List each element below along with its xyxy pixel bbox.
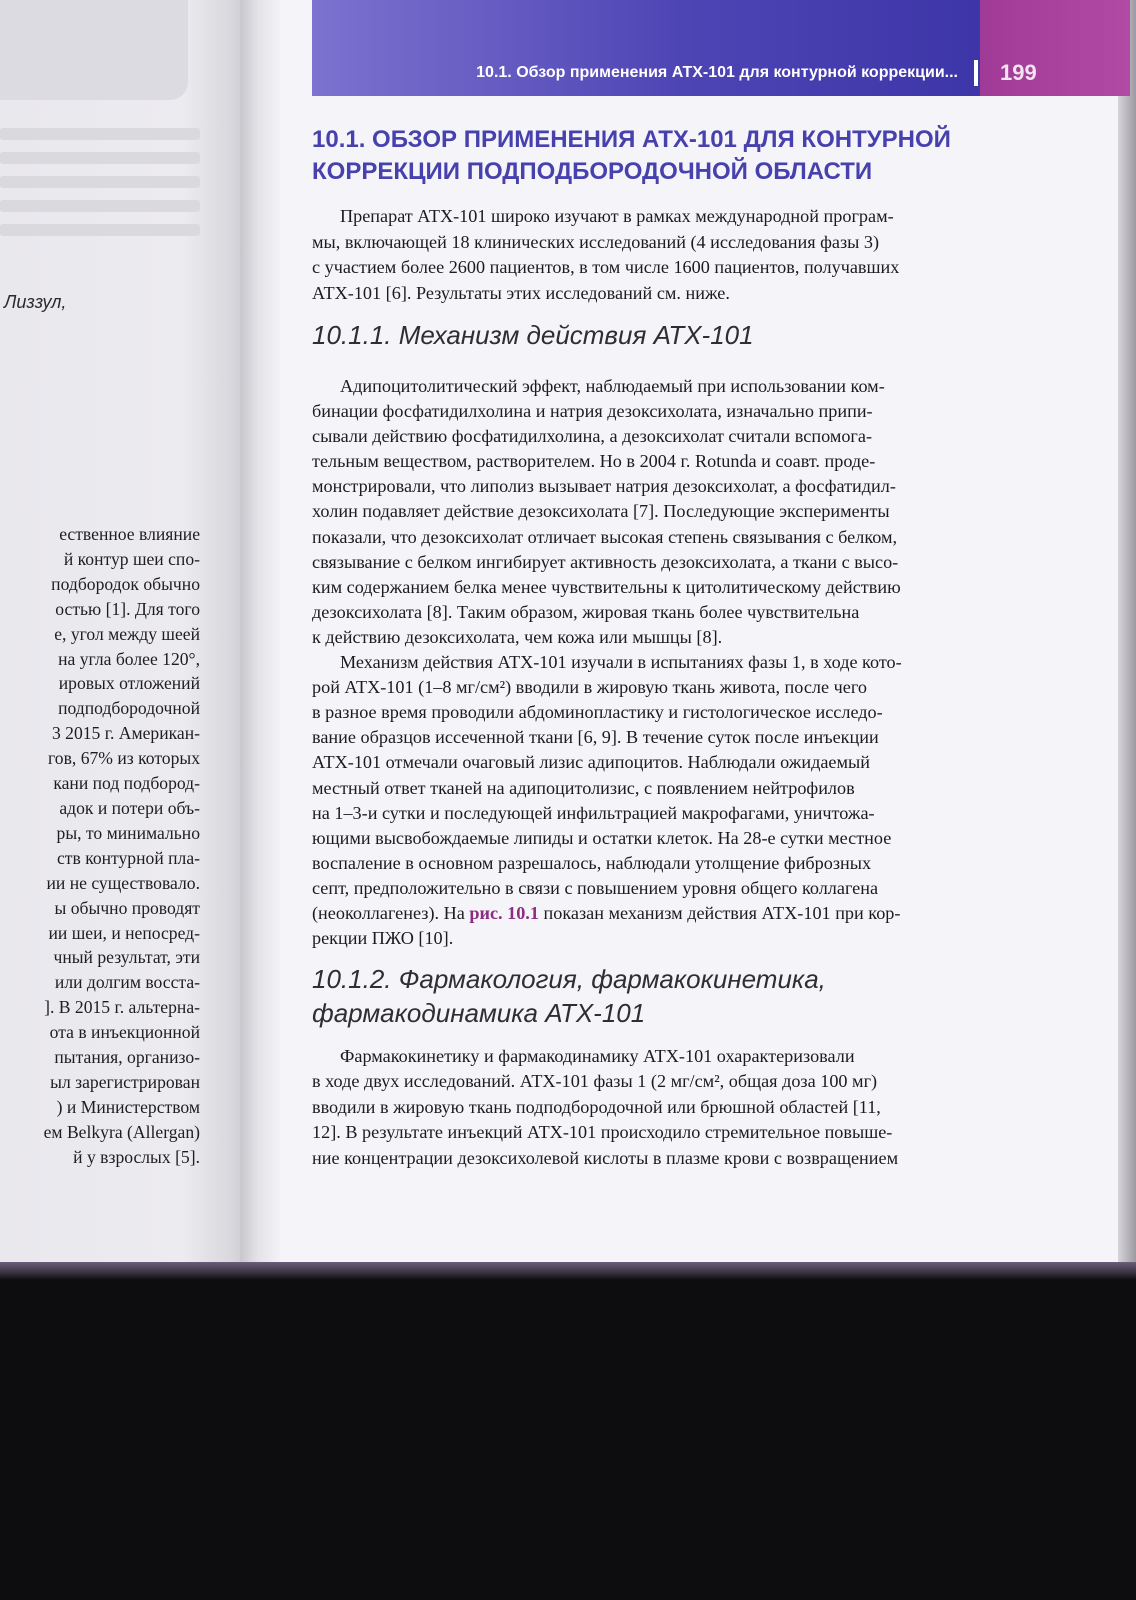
text-line: пытания, организо-	[54, 1047, 200, 1068]
running-header-title: 10.1. Обзор применения АТХ-101 для контурной коррекции...	[476, 64, 958, 81]
text-line: й у взрослых [5].	[73, 1146, 200, 1167]
text-line: 12]. В результате инъекций АТХ-101 происходило стремительное повыше-	[312, 1122, 893, 1143]
mechanism-text	[312, 374, 1034, 951]
text-line: подподбородочной	[58, 698, 200, 719]
text-line: на 1–3-и сутки и последующей инфильтрацией макрофагами, уничтожа-	[312, 802, 875, 823]
section-title-line: 10.1. ОБЗОР ПРИМЕНЕНИЯ АТХ-101 ДЛЯ КОНТУРНОЙ	[312, 126, 951, 153]
text-fragment: (неоколлагенез). На	[312, 902, 470, 923]
text-line: с участием более 2600 пациентов, в том числе 1600 пациентов, получавших	[312, 257, 900, 277]
text-line: адок и потери объ-	[59, 797, 200, 818]
text-line: вводили в жировую ткань подподбородочной или брюшной областей [11,	[312, 1096, 881, 1117]
text-line: ии не существовало.	[46, 872, 200, 893]
text-line: ющими высвобождаемые липиды и остатки клеток. На 28-е сутки местное	[312, 827, 892, 848]
text-line: ]. В 2015 г. альтерна-	[44, 997, 200, 1018]
text-line: в ходе двух исследований. АТХ-101 фазы 1 (2 мг/см², общая доза 100 мг)	[312, 1071, 878, 1092]
faded-text-line	[0, 128, 200, 140]
figure-reference-link[interactable]: рис. 10.1	[469, 902, 539, 923]
text-line: АТХ-101 [6]. Результаты этих исследований см. ниже.	[312, 282, 730, 303]
text-line: холин подавляет действие дезоксихолата [7]. Последующие эксперименты	[312, 501, 890, 522]
text-line: ким содержанием белка менее чувствительны к цитолитическому действию	[312, 576, 901, 597]
text-line: кани под подбород-	[53, 773, 200, 794]
text-line: АТХ-101 отмечали очаговый лизис адипоцитов. Наблюдали ожидаемый	[312, 752, 870, 773]
text-line: тельным веществом, растворителем. Но в 2004 г. Rotunda и соавт. проде-	[312, 451, 876, 472]
text-line: ние концентрации дезоксихолевой кислоты в плазме крови с возвращением	[312, 1147, 899, 1168]
text-line: ии шеи, и непосред-	[48, 922, 200, 943]
text-line: чный результат, эти	[53, 947, 200, 968]
text-line: ем Belkyra (Allergan)	[43, 1121, 200, 1142]
text-line: в разное время проводили абдоминопластику и гистологическое исследо-	[312, 702, 883, 723]
previous-page	[0, 0, 262, 1272]
page-number: 199	[1000, 60, 1037, 85]
faded-text-line	[0, 224, 200, 236]
text-line: Механизм действия АТХ-101 изучали в испытаниях фазы 1, в ходе кото-	[340, 652, 902, 673]
text-line: дезоксихолата [8]. Таким образом, жировая ткань более чувствительна	[312, 601, 860, 622]
text-line: мы, включающей 18 клинических исследований (4 исследования фазы 3)	[312, 231, 880, 252]
text-line: Препарат АТХ-101 широко изучают в рамках международной програм-	[340, 206, 894, 226]
text-line: септ, предположительно в связи с повышением уровня общего коллагена	[312, 877, 879, 898]
section-title	[312, 124, 1032, 188]
text-line: Адипоцитолитический эффект, наблюдаемый при использовании ком-	[340, 376, 885, 396]
text-line: подбородок обычно	[51, 573, 200, 594]
text-line: ота в инъекционной	[49, 1022, 200, 1043]
header-separator	[974, 60, 978, 86]
text-line: 3 2015 г. Американ-	[51, 723, 200, 744]
subsection-heading-pharmacology	[312, 962, 826, 1030]
text-line: местный ответ тканей на адипоцитолизис, с появлением нейтрофилов	[312, 777, 855, 798]
text-line: или долгим восста-	[54, 972, 200, 993]
text-line: ств контурной пла-	[56, 847, 200, 868]
text-line: ировых отложений	[58, 673, 200, 694]
faded-text-line	[0, 176, 200, 188]
text-line: й контур шеи спо-	[63, 548, 200, 569]
text-line-with-figure-ref	[312, 901, 1034, 926]
subsection-heading-line: фармакодинамика АТХ-101	[312, 998, 646, 1028]
faded-text-line	[0, 152, 200, 164]
text-line: ыл зарегистрирован	[50, 1071, 200, 1092]
running-header-bar	[312, 0, 980, 96]
faded-text-line	[0, 200, 200, 212]
book-gutter	[240, 0, 280, 1272]
text-line: е, угол между шеей	[54, 623, 200, 644]
subsection-heading-line: 10.1.2. Фармакология, фармакокинетика,	[312, 964, 826, 994]
text-line: к действию дезоксихолата, чем кожа или мышцы [8].	[312, 626, 723, 647]
text-line: ественное влияние	[59, 524, 200, 544]
author-name: Лиззул,	[4, 292, 67, 312]
book-bottom-edge	[0, 1262, 1136, 1280]
text-fragment: показан механизм действия АТХ-101 при кор-	[538, 902, 901, 923]
text-line: показали, что дезоксихолат отличает высокая степень связывания с белком,	[312, 526, 898, 547]
subsection-heading-mechanism: 10.1.1. Механизм действия АТХ-101	[312, 320, 754, 350]
text-line: монстрировали, что липолиз вызывает натрия дезоксихолат, а фосфатидил-	[312, 476, 896, 497]
text-line: ры, то минимально	[56, 822, 200, 843]
text-line: сывали действию фосфатидилхолина, а дезоксихолат считали вспомога-	[312, 426, 873, 447]
pharmacology-text	[312, 1044, 1034, 1171]
text-line: ) и Министерством	[56, 1096, 200, 1117]
text-line: вание образцов иссеченной ткани [6, 9]. В течение суток после инъекции	[312, 727, 879, 748]
previous-page-header-tab	[0, 0, 188, 100]
text-line: остью [1]. Для того	[55, 598, 200, 619]
text-line: рой АТХ-101 (1–8 мг/см²) вводили в жировую ткань живота, после чего	[312, 677, 867, 698]
text-line: воспаление в основном разрешалось, наблюдали утолщение фиброзных	[312, 852, 872, 873]
previous-page-text	[0, 522, 200, 1170]
text-line: связывание с белком ингибирует активность дезоксихолата, а ткани с высо-	[312, 551, 899, 572]
section-title-line: КОРРЕКЦИИ ПОДПОДБОРОДОЧНОЙ ОБЛАСТИ	[312, 158, 873, 185]
text-line: гов, 67% из которых	[48, 748, 200, 769]
intro-paragraph	[312, 204, 1034, 306]
text-line: бинации фосфатидилхолина и натрия дезоксихолата, изначально припи-	[312, 401, 873, 422]
text-line: Фармакокинетику и фармакодинамику АТХ-101 охарактеризовали	[340, 1046, 855, 1066]
text-line: на угла более 120°,	[58, 648, 200, 669]
page-edge-shadow	[1118, 0, 1136, 1272]
text-line: рекции ПЖО [10].	[312, 928, 454, 949]
text-line: ы обычно проводят	[54, 897, 200, 918]
